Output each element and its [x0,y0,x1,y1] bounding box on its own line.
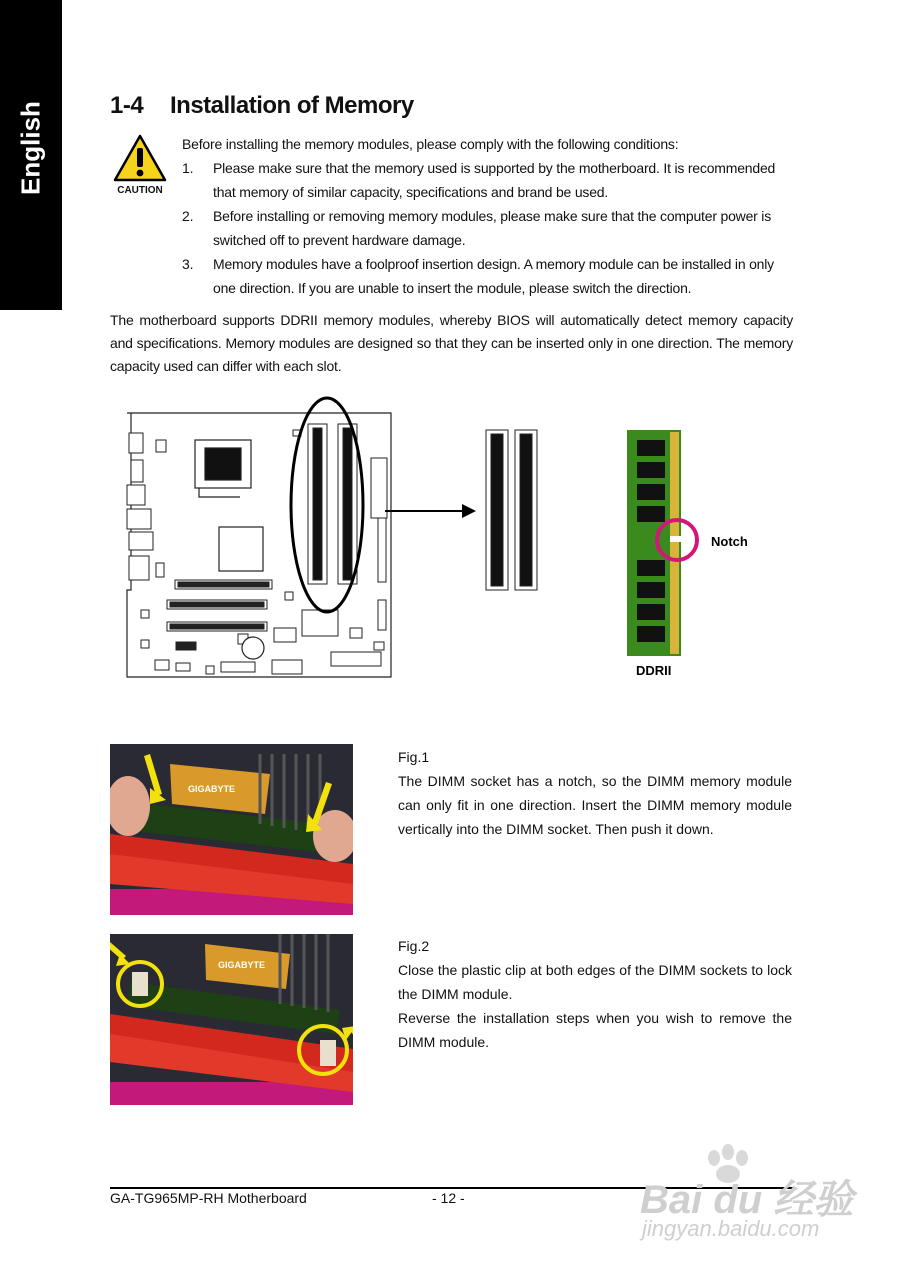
section-heading [110,92,414,120]
cpu-socket [195,440,251,497]
condition-text: Memory modules have a foolproof insertion design. A memory module can be installed in only one direction. If you are unable to insert the module, please switch the direction. [213,256,774,296]
caution-block [112,134,168,196]
conditions-block [182,132,794,300]
dimm-slots-on-board [308,424,357,584]
footer-model-name: GA-TG965MP-RH Motherboard [110,1190,307,1206]
condition-item [182,252,794,300]
condition-text: Please make sure that the memory used is supported by the motherboard. It is recommended that memory of similar capacity, specifications and brand be used. [213,160,776,200]
fig2-description-line1: Close the plastic clip at both edges of the DIMM sockets to lock the DIMM module. [398,962,792,1002]
fig2-photo [110,934,353,1105]
footer-page-number: - 12 - [432,1190,465,1206]
notch-label: Notch [711,534,748,549]
callout-arrow [385,504,476,518]
condition-number: 1. [182,160,194,176]
conditions-intro: Before installing the memory modules, please comply with the following conditions: [182,136,679,152]
conditions-list [182,156,794,300]
fig2-description-line2: Reverse the installation steps when you wish to remove the DIMM module. [398,1010,792,1050]
fig1-caption [398,745,792,841]
ddrii-memory-module [627,430,681,656]
motherboard-memory-diagram [0,390,902,690]
condition-item [182,156,794,204]
fig2-title: Fig.2 [398,938,430,954]
language-side-tab [0,0,62,310]
fig1-photo-label: GIGABYTE [188,784,236,794]
condition-item [182,204,794,252]
body-paragraph: The motherboard supports DDRII memory modules, whereby BIOS will automatically detect memory capacity and specifications. Memory modules are designed so that they can be inserted only in one direction. The memory capacity used can differ with each slot. [110,312,793,374]
fig2-photo-label: GIGABYTE [218,960,266,970]
cmos-battery [242,637,264,659]
fig2-caption [398,934,792,1054]
fig1-description: The DIMM socket has a notch, so the DIMM memory module can only fit in one direction. Insert the DIMM memory module vertically into the DIMM socket. Then push it down. [398,773,792,837]
condition-number: 2. [182,208,194,224]
section-title: Installation of Memory [170,92,414,119]
watermark-url: jingyan.baidu.com [642,1216,820,1241]
caution-label: CAUTION [117,185,163,196]
section-number: 1-4 [110,92,144,119]
fig1-photo [110,744,353,915]
atx-power-connector [371,458,387,518]
northbridge-chip [219,527,263,571]
baidu-watermark [640,1150,860,1250]
condition-text: Before installing or removing memory modules, please make sure that the computer power is switched off to prevent hardware damage. [213,208,772,248]
watermark-brand: Bai du 经验 [640,1178,854,1222]
side-tab-label: English [15,101,46,195]
module-label: DDRII [636,663,672,678]
warning-triangle-icon [113,134,167,182]
condition-number: 3. [182,256,194,272]
dimm-slots-enlarged [486,430,537,590]
fig1-title: Fig.1 [398,749,430,765]
